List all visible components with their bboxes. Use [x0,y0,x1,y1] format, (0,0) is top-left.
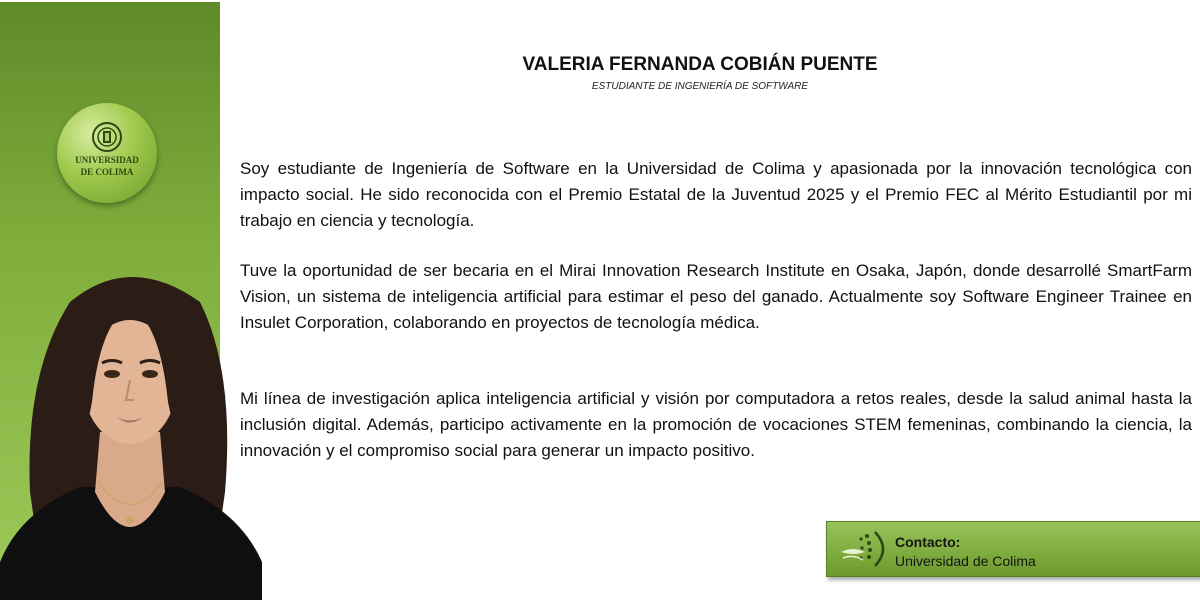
page-title: VALERIA FERNANDA COBIÁN PUENTE [522,54,878,75]
university-seal-logo [57,103,157,203]
bio-paragraph-3: Mi línea de investigación aplica inteligencia artificial y visión por computadora a retos reales, desde la salud animal hasta la inclusión digital. Además, participo activamente en la promoción de vocaciones STEM femeninas, combinando la ciencia, la innovación y el compromiso social para generar un impacto positivo. [240,389,1192,460]
portrait-photo [0,262,262,600]
contact-box [826,521,1200,577]
dotted-logo-icon [839,528,891,570]
seal-line1: UNIVERSIDAD [75,155,139,165]
contact-value: Universidad de Colima [895,553,1036,569]
contact-label: Contacto: [895,534,961,550]
bio-paragraph-2: Tuve la oportunidad de ser becaria en el Mirai Innovation Research Institute en Osaka, Japón, donde desarrollé SmartFarm Vision, un sistema de inteligencia artificial para estimar el peso del ganado. Actualmente soy Software Engineer Trainee en Insulet Corporation, colaborando en proyectos de tecnología médica. [240,261,1192,332]
page-subtitle: ESTUDIANTE DE INGENIERÍA DE SOFTWARE [591,81,809,92]
bio-paragraph-1: Soy estudiante de Ingeniería de Software en la Universidad de Colima y apasionada por la innovación tecnológica con impacto social. He sido reconocida con el Premio Estatal de la Juventud 2025 y el Premio FEC al Mérito Estudiantil por mi trabajo en ciencia y tecnología. [240,159,1192,230]
seal-line2: DE COLIMA [80,167,134,177]
crest-icon [91,121,123,153]
